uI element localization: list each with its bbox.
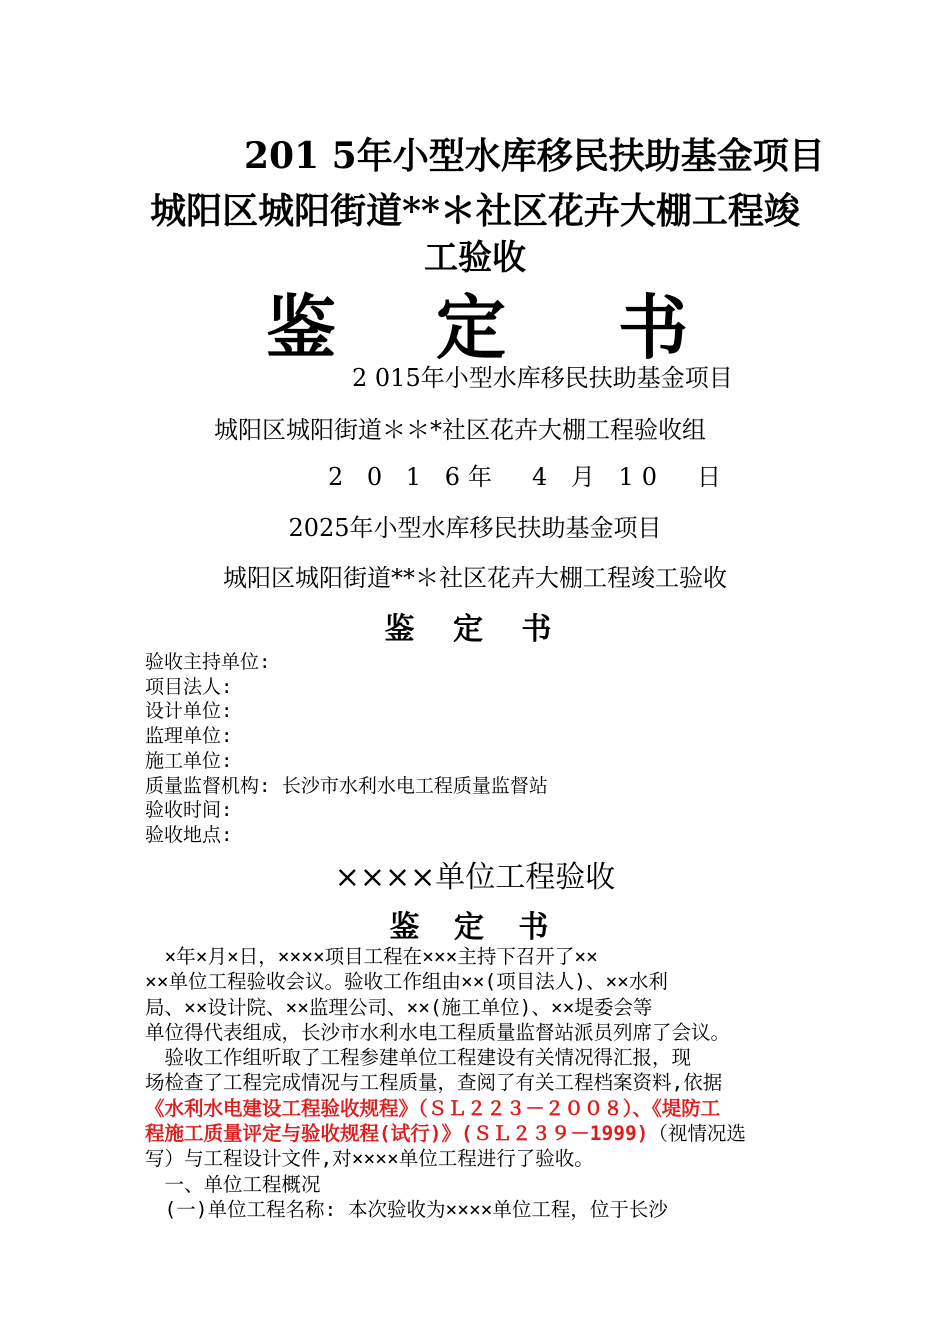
body-line: 单位得代表组成，长沙市水利水电工程质量监督站派员列席了会议。: [145, 1020, 731, 1044]
body-line: 写）与工程设计文件,对××××单位工程进行了验收。: [145, 1147, 594, 1171]
body-line: [145, 1121, 810, 1146]
body-line: 局、××设计院、××监理公司、××(施工单位)、××堤委会等: [145, 995, 653, 1019]
info-acceptance-place: 验收地点:: [145, 823, 233, 846]
cover-title-line2: 城阳区城阳街道**＊社区花卉大棚工程竣: [150, 190, 800, 232]
info-construction-unit: 施工单位:: [145, 749, 233, 772]
cover-big-char-2: 定: [436, 286, 506, 369]
regulation-citation-2: 程施工质量评定与验收规程(试行)》(ＳＬ２３９－1999): [145, 1122, 649, 1146]
cover-sub-line1: 2 015年小型水库移民扶助基金项目: [352, 364, 733, 392]
info-quality-agency: 质量监督机构: 长沙市水利水电工程质量监督站: [145, 774, 548, 797]
body-line: 场检查了工程完成情况与工程质量，查阅了有关工程档案资料,依据: [145, 1071, 723, 1095]
cover-big-char-1: 鉴: [266, 286, 336, 369]
info-supervision-unit: 监理单位:: [145, 725, 233, 748]
body-line-tail: （视情况选: [648, 1122, 746, 1146]
section-title-line1: 2025年小型水库移民扶助基金项目: [288, 514, 662, 542]
cover-big-char-3: 书: [618, 286, 688, 369]
body-line: ××单位工程验收会议。验收工作组由××(项目法人)、××水利: [145, 970, 668, 994]
body-text: [145, 944, 810, 1222]
section-big-title: 鉴 定 书: [384, 612, 566, 647]
info-acceptance-time: 验收时间:: [145, 799, 233, 822]
body-line: 验收工作组听取了工程参建单位工程建设有关情况得汇报，现: [145, 1046, 692, 1070]
cover-sub-line2: 城阳区城阳街道＊＊*社区花卉大棚工程验收组: [214, 416, 706, 444]
unit-big-title: 鉴 定 书: [389, 910, 561, 945]
info-list: [145, 650, 548, 848]
regulation-citation-1: 《水利水电建设工程验收规程》（ＳＬ２２３－２００８）、《堤防工: [145, 1096, 721, 1120]
section-heading-1: 一、单位工程概况: [145, 1172, 321, 1196]
cover-title-line3: 工验收: [424, 238, 526, 278]
cover-title-line1: 201 5年小型水库移民扶助基金项目: [244, 135, 825, 177]
info-design-unit: 设计单位:: [145, 700, 233, 723]
section-heading-1-1: (一)单位工程名称: 本次验收为××××单位工程，位于长沙: [145, 1197, 668, 1221]
info-project-owner: 项目法人:: [145, 675, 233, 698]
unit-title: ××××单位工程验收: [334, 860, 616, 895]
body-line: ×年×月×日，××××项目工程在×××主持下召开了××: [145, 945, 598, 968]
info-host-unit: 验收主持单位:: [145, 651, 271, 673]
section-title-line2: 城阳区城阳街道**＊社区花卉大棚工程竣工验收: [223, 564, 727, 592]
cover-date: 2 0 1 6年 4 月 10 日: [328, 463, 730, 491]
